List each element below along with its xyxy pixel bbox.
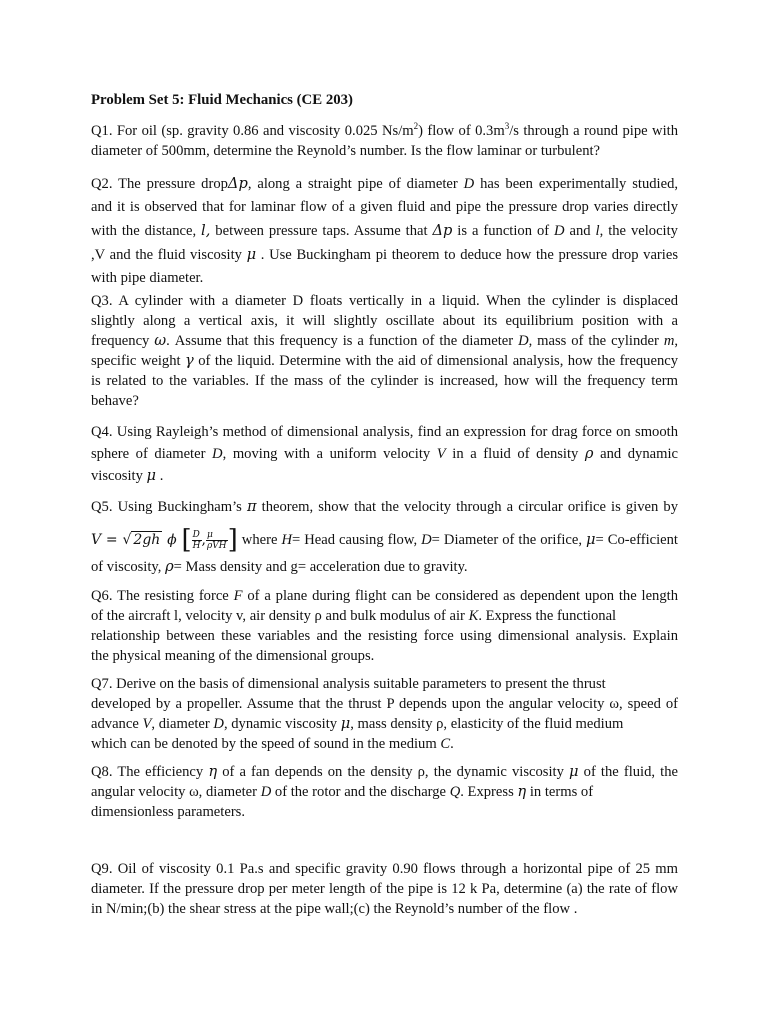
question-5-formula-line: V = √ 2gh ϕ [ $\frac{D}{H}$ , $\frac{\mu}{\text{ρVH}}$ ] where H= Head causing flow, D= Diameter of the orifice, μ= Co-efficient [91, 525, 678, 555]
question-7: Q7. Derive on the basis of dimensional analysis suitable parameters to present the thrust developed by a propeller. Assume that the thrust P depends upon the angular velocity ω, speed of advance V, diameter D, dynamic viscosity μ, mass density ρ, elasticity of the fluid medium which can be denoted by the speed of sound in the medium C. [91, 676, 678, 752]
question-5-cont: of viscosity, ρ= Mass density and g= acceleration due to gravity. [91, 558, 468, 575]
question-9: Q9. Oil of viscosity 0.1 Pa.s and specific gravity 0.90 flows through a horizontal pipe of 25 mm diameter. If the pressure drop per meter length of the pipe is 12 k Pa, determine (a) the rate of flow in N/min;(b) the shear stress at the pipe wall;(c) the Reynold’s number of the flow . [91, 861, 678, 917]
question-3: Q3. A cylinder with a diameter D floats vertically in a liquid. When the cylinder is displaced slightly along a vertical axis, it will slightly oscillate about its equilibrium position with a frequency ω. Assume that this frequency is a function of the diameter D, mass of the cylinder m, specific weight γ of the liquid. Determine with the aid of dimensional analysis, how the frequency is related to the variables. If the mass of the cylinder is increased, how will the frequency term behave? [91, 293, 679, 409]
question-6: Q6. The resisting force F of a plane during flight can be considered as dependent upon the length of the aircraft l, velocity v, air density ρ and bulk modulus of air K. Express the functional relationship between these variables and the resisting force using dimensional analysis. Explain the physical meaning of the dimensional groups. [91, 588, 679, 664]
velocity-formula: V = √ 2gh ϕ [ $\frac{D}{H}$ , $\frac{\mu}{\text{ρVH}}$ ] [91, 525, 238, 555]
question-8: Q8. The efficiency η of a fan depends on the density ρ, the dynamic viscosity μ of the fluid, the angular velocity ω, diameter D of the rotor and the discharge Q. Express η in terms of dimensionless parameters. [91, 763, 679, 820]
question-1: Q1. For oil (sp. gravity 0.86 and viscosity 0.025 $Ns/m^2$) flow of $0.3m^3/s$ through a round pipe with diameter of 500mm, determine the Reynold’s number. Is the flow laminar or turbulent? [91, 121, 678, 159]
question-2: Q2. The pressure dropΔp, along a straight pipe of diameter D has been experimentally studied, and it is observed that for laminar flow of a given fluid and pipe the pressure drop varies directly with the distance, l, between pressure taps. Assume that Δp is a function of D and l, the velocity ,V and the fluid viscosity μ . Use Buckingham pi theorem to deduce how the pressure drop varies with pipe diameter. [91, 175, 679, 286]
question-4: Q4. Using Rayleigh’s method of dimensional analysis, find an expression for drag force on smooth sphere of diameter D, moving with a uniform velocity V in a fluid of density ρ and dynamic viscosity μ . [91, 424, 679, 484]
question-5: Q5. Using Buckingham’s π theorem, show that the velocity through a circular orifice is given by [91, 498, 678, 515]
page-title: Problem Set 5: Fluid Mechanics (CE 203) [91, 92, 353, 108]
